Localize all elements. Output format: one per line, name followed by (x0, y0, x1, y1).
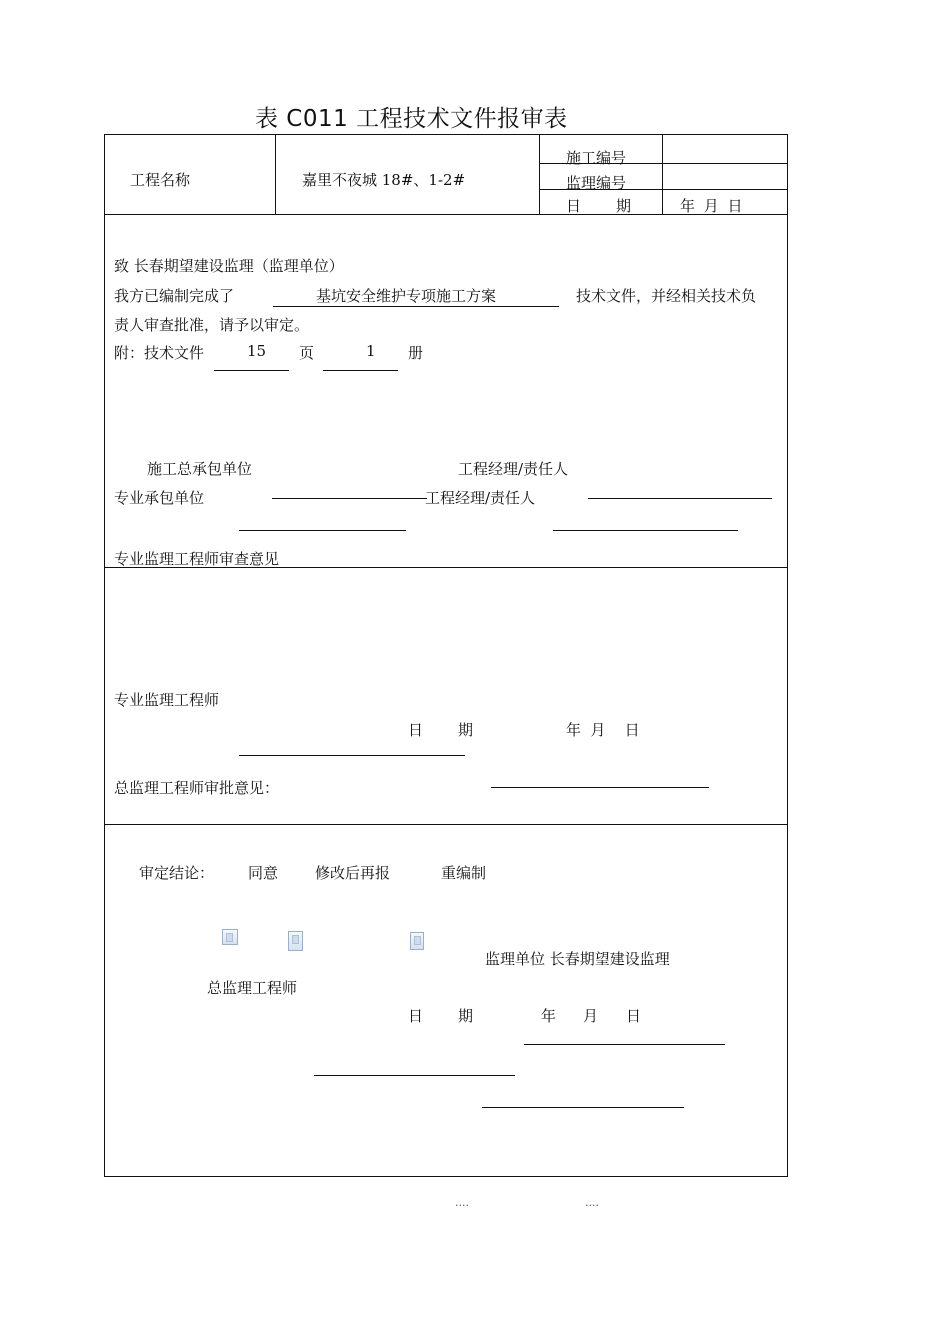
option-revise-label: 修改后再报 (315, 864, 391, 882)
redo-checkbox[interactable] (410, 932, 424, 950)
section2-date-ri: 日 (408, 721, 424, 739)
section3-date-day: 日 (626, 1007, 642, 1025)
supervision-no-label: 监理编号 (566, 174, 627, 192)
option-agree-label: 同意 (248, 864, 279, 882)
volumes-unit: 册 (408, 344, 424, 362)
pages-unit: 页 (299, 344, 315, 362)
revise-checkbox[interactable] (288, 931, 303, 951)
section2-date-value: 年 月 日 (566, 721, 640, 739)
chief-sign-underline (314, 1075, 515, 1076)
attach-label: 附：技术文件 (114, 344, 205, 362)
section3-date-underline (482, 1107, 684, 1108)
sub-contractor-underline (272, 498, 427, 499)
option-redo-label: 重编制 (441, 864, 487, 882)
footer-dots-left: .... (455, 1196, 469, 1209)
date-label-qi: 期 (616, 197, 632, 215)
manager-sign-underline (553, 530, 738, 531)
construction-no-label: 施工编号 (566, 149, 627, 167)
completed-suffix: 技术文件，并经相关技术负 (576, 287, 757, 305)
document-name: 基坑安全维护专项施工方案 (316, 287, 497, 305)
project-name-value: 嘉里不夜城 18#、1-2# (302, 171, 466, 189)
project-name-label: 工程名称 (130, 171, 191, 189)
section3-date-qi: 期 (458, 1007, 474, 1025)
section3-date-ri: 日 (408, 1007, 424, 1025)
addressee-line: 致 长春期望建设监理（监理单位） (114, 257, 344, 275)
pages-value: 15 (247, 342, 267, 360)
section3-date-year: 年 (541, 1007, 557, 1025)
pages-underline (214, 370, 289, 371)
conclusion-label: 审定结论： (139, 864, 215, 882)
document-name-underline (273, 306, 559, 307)
manager-underline-1 (588, 498, 772, 499)
volumes-value: 1 (366, 342, 376, 360)
supervision-unit-underline (524, 1044, 725, 1045)
contractor-sign-underline (239, 530, 406, 531)
volumes-underline (323, 370, 398, 371)
date-value: 年 月 日 (680, 197, 743, 215)
form-title: 表 C011 工程技术文件报审表 (255, 106, 568, 132)
chief-opinion-label: 总监理工程师审批意见： (114, 779, 280, 797)
header-col-2 (539, 134, 540, 214)
section3-date-month: 月 (583, 1007, 599, 1025)
agree-checkbox[interactable] (222, 929, 238, 945)
engineer-sign-underline (239, 755, 465, 756)
supervision-unit: 监理单位 长春期望建设监理 (485, 950, 670, 968)
section2-date-qi: 期 (458, 721, 474, 739)
chief-engineer-label: 总监理工程师 (207, 979, 298, 997)
section2-date-underline (491, 787, 709, 788)
project-manager-label-1: 工程经理/责任人 (458, 460, 569, 478)
header-col-3 (662, 134, 663, 214)
sub-contractor-label: 专业承包单位 (114, 489, 205, 507)
date-label-ri: 日 (566, 197, 582, 215)
review-opinion-label: 专业监理工程师审查意见 (114, 550, 280, 568)
footer-dots-right: .... (585, 1196, 599, 1209)
section1-divider (104, 567, 787, 568)
section2-divider (104, 824, 787, 825)
project-manager-label-2: 工程经理/责任人 (425, 489, 536, 507)
completed-prefix: 我方已编制完成了 (114, 287, 235, 305)
engineer-label: 专业监理工程师 (114, 691, 220, 709)
general-contractor-label: 施工总承包单位 (147, 460, 253, 478)
header-col-1 (275, 134, 276, 214)
approval-line: 责人审查批准，请予以审定。 (114, 316, 310, 334)
